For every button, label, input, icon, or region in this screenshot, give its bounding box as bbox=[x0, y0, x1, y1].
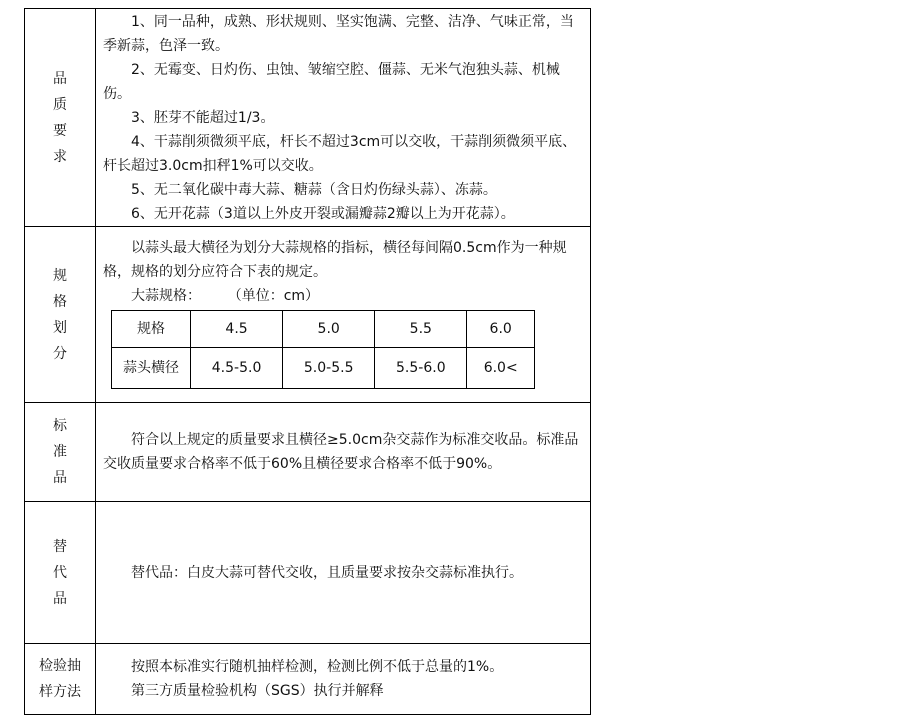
quality-label-char: 求 bbox=[53, 148, 67, 165]
quality-content bbox=[96, 9, 591, 227]
inspection-content bbox=[96, 644, 591, 715]
standard-label bbox=[25, 403, 96, 502]
inspection-line: 按照本标准实行随机抽样检测，检测比例不低于总量的1%。 bbox=[131, 659, 504, 675]
spec-header-cell: 4.5 bbox=[191, 311, 283, 348]
substitute-text: 替代品：白皮大蒜可替代交收，且质量要求按杂交蒜标准执行。 bbox=[131, 564, 523, 581]
quality-label bbox=[25, 9, 96, 227]
spec-value-row bbox=[112, 348, 535, 389]
spec-value-cell: 4.5-5.0 bbox=[191, 348, 283, 389]
inspection-label bbox=[25, 644, 96, 715]
substitute-content bbox=[96, 502, 591, 644]
substitute-row bbox=[25, 502, 591, 644]
substitute-label bbox=[25, 502, 96, 644]
quality-label-char: 品 bbox=[53, 70, 67, 87]
spec-table bbox=[111, 310, 535, 389]
garlic-standard-table bbox=[24, 8, 591, 715]
inspection-row bbox=[25, 644, 591, 715]
grading-label-char: 划 bbox=[53, 319, 67, 336]
standard-text: 符合以上规定的质量要求且横径≥5.0cm杂交蒜作为标准交收品。标准品交收质量要求合格率不低于60%且横径要求合格率不低于90%。 bbox=[103, 432, 579, 472]
quality-item: 5、无二氧化碳中毒大蒜、糖蒜（含日灼伤绿头蒜）、冻蒜。 bbox=[131, 181, 497, 198]
spec-value-cell: 5.0-5.5 bbox=[283, 348, 375, 389]
quality-label-char: 要 bbox=[53, 122, 67, 139]
quality-item: 1、同一品种，成熟、形状规则、坚实饱满、完整、洁净、气味正常，当季新蒜，色泽一致。 bbox=[103, 13, 574, 54]
quality-item: 4、干蒜削须微须平底，杆长不超过3cm可以交收，干蒜削须微须平底、杆长超过3.0cm扣秤1%可以交收。 bbox=[103, 133, 577, 174]
spec-row-label: 蒜头横径 bbox=[112, 348, 191, 389]
substitute-label-char: 品 bbox=[53, 590, 67, 607]
quality-item: 6、无开花蒜（3道以上外皮开裂或漏瓣蒜2瓣以上为开花蒜）。 bbox=[131, 205, 515, 222]
grading-row bbox=[25, 227, 591, 403]
quality-row bbox=[25, 9, 591, 227]
inspection-line: 第三方质量检验机构（SGS）执行并解释 bbox=[131, 683, 384, 699]
substitute-label-char: 替 bbox=[53, 538, 67, 555]
standard-label-char: 准 bbox=[53, 444, 67, 460]
spec-header-cell: 5.0 bbox=[283, 311, 375, 348]
inspection-label-line: 检验抽 bbox=[39, 658, 81, 674]
quality-label-char: 质 bbox=[53, 96, 67, 113]
substitute-label-char: 代 bbox=[53, 564, 67, 581]
standard-row bbox=[25, 403, 591, 502]
standard-content bbox=[96, 403, 591, 502]
inspection-label-line: 样方法 bbox=[39, 684, 81, 700]
grading-label bbox=[25, 227, 96, 403]
spec-caption: 大蒜规格： （单位：cm） bbox=[131, 288, 320, 304]
grading-label-char: 分 bbox=[53, 345, 67, 362]
standard-label-char: 品 bbox=[53, 470, 67, 486]
spec-header-row bbox=[112, 311, 535, 348]
grading-label-char: 规 bbox=[53, 267, 67, 284]
grading-label-char: 格 bbox=[53, 293, 67, 310]
spec-header-cell: 5.5 bbox=[375, 311, 467, 348]
quality-item: 3、胚芽不能超过1/3。 bbox=[131, 109, 275, 126]
standard-label-char: 标 bbox=[53, 418, 67, 434]
spec-header-label: 规格 bbox=[112, 311, 191, 348]
quality-item: 2、无霉变、日灼伤、虫蚀、皱缩空腔、僵蒜、无米气泡独头蒜、机械伤。 bbox=[103, 61, 560, 102]
grading-content bbox=[96, 227, 591, 403]
spec-header-cell: 6.0 bbox=[467, 311, 535, 348]
grading-intro: 以蒜头最大横径为划分大蒜规格的指标，横径每间隔0.5cm作为一种规格，规格的划分应符合下表的规定。 bbox=[103, 240, 567, 280]
spec-value-cell: 5.5-6.0 bbox=[375, 348, 467, 389]
spec-value-cell: 6.0< bbox=[467, 348, 535, 389]
